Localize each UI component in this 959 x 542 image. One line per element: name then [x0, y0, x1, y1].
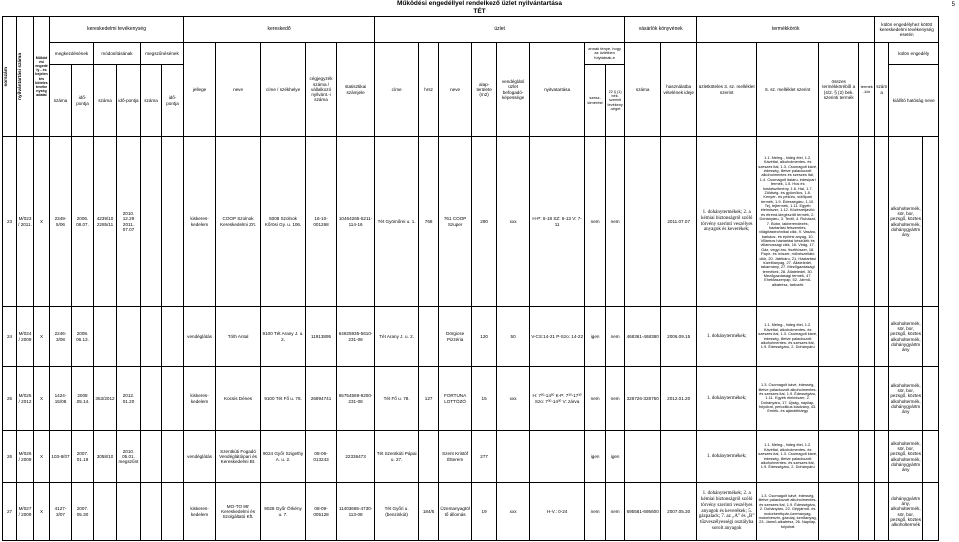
cell-megsz-ido — [162, 137, 184, 307]
cell-nyitva: V-CS:14-21 P-Szo: 14-22 — [530, 307, 585, 367]
cell-uzlet-neve: FORTUNA LOTTÓZÓ — [439, 367, 472, 431]
cell-megsz-szam — [141, 307, 162, 367]
cell-megk-ido: 2008 .05.14. — [72, 367, 94, 431]
cell-jellege: vendéglátás — [184, 307, 216, 367]
cell-nyilv: M/024/ 2009 — [17, 307, 34, 367]
cell-megk-ido: 2007. 01.19 — [72, 431, 94, 483]
cell-jellege: kiskeres-kedelem — [184, 483, 216, 541]
cell-ceg: 08-09-005128 — [306, 483, 337, 541]
cell-megsz-ido — [162, 307, 184, 367]
cell-megsz-ido — [162, 367, 184, 431]
cell-kulon-szama — [875, 431, 889, 483]
cell-szesz: nem — [585, 367, 606, 431]
cell-par22: igen — [606, 431, 625, 483]
head-osszes: összes termékköréből a (4/2. § (2) bek. szerinti termék — [819, 43, 859, 137]
head-megszunesenek: megszűnésének — [141, 43, 184, 65]
head-nyitvatartasa: nyitvatartása — [530, 43, 585, 137]
page-number: 5 — [951, 2, 955, 8]
cell-kulon: alkoholtermék, sör, bor, pezsgő, köztes alkoholtermék, dohánygyártmány — [889, 367, 923, 431]
cell-uzletkot: 1. dohánytermékek; 2. a kémiai biztonságról szóló törvény szerinti veszélyes anyagok és keverékek; 5. gázpalack; 7. az „A” és „B” tűzveszélyességi osztályba sorolt anyagok — [697, 483, 757, 541]
header-row-sub — [3, 43, 939, 65]
cell-megk-szam: 2246-3/08 — [50, 307, 72, 367]
cell-nyitva: H-V.: 0-24 — [530, 483, 585, 541]
cell-terulet: 120 — [472, 307, 497, 367]
page-header — [0, 0, 959, 16]
cell-befog — [497, 431, 530, 483]
cell-cime: 5008 Szolnok Kőrösi Gy. u. 106. — [261, 137, 306, 307]
cell-kiallito — [923, 431, 939, 483]
cell-mell6: 1.3. Csomagolt kávé, édesség, illetve palackozott alkoholmentes- és szeszes ital, 1.9. Édességáru, 1.11. Egyéb élelmiszer, 2. Dohányáru, 17. Újság, napilap, folyóirat, periodikus kiadvány, 43. Emlék- és ajándéktárgy — [757, 367, 819, 431]
group-consumer-book: vásárlók könyvének — [625, 17, 697, 43]
cell-uzlet-neve: Üzemanyagtöltő állomás — [439, 483, 472, 541]
head-statisztikai: statisztikai számjele — [337, 43, 375, 137]
cell-x: X — [34, 483, 50, 541]
head-mod-szama: száma — [94, 65, 117, 137]
cell-stat: 10464265-5211-114-16 — [337, 137, 375, 307]
head-kulon-engedely: külön engedély — [889, 43, 939, 65]
head-termekkor: termék-kör — [859, 43, 875, 137]
cell-megsz-ido — [162, 431, 184, 483]
cell-szesz: nem — [585, 137, 606, 307]
cell-megk-ido: 2008. 06.13. — [72, 307, 94, 367]
cell-uzletkot: 1. dohánytermékek; 2. a kémiai biztonságról szóló törvény szerinti veszélyes anyagok és keverékek; — [697, 137, 757, 307]
cell-nyitva: H-P: 6-18 SZ: 6-13 V: 7-11 — [530, 137, 585, 307]
cell-mod-ido — [117, 483, 141, 541]
cell-jellege: vendéglátás — [184, 431, 216, 483]
header-row-groups — [3, 17, 939, 43]
cell-kiallito — [923, 483, 939, 541]
col-mukodesi-engedely: Működési engedély - és bejelentés köteles tevékenység adatai — [34, 17, 50, 137]
cell-uzletkot: 1. dohánytermékek; — [697, 431, 757, 483]
cell-x: X — [34, 307, 50, 367]
cell-uzlet-neve: Szent Kristóf Étterem — [439, 431, 472, 483]
cell-par22: nem — [606, 307, 625, 367]
cell-x: X — [34, 431, 50, 483]
head-neve: neve — [216, 43, 261, 137]
cell-mod-szam — [94, 307, 117, 367]
cell-szesz: nem — [585, 483, 606, 541]
cell-uzlet-cim: Tét Fő u. 78. — [375, 367, 419, 431]
cell-tk — [859, 483, 875, 541]
cell-megsz-szam — [141, 137, 162, 307]
cell-stat: 64825935-5610-231-08 — [337, 307, 375, 367]
cell-megsz-szam — [141, 367, 162, 431]
cell-sorszam: 25 — [3, 367, 17, 431]
head-melleklet6: 6. sz. melléklet szerint — [757, 43, 819, 137]
cell-nyilv: M/027/ 2009 — [17, 483, 34, 541]
cell-uzlet-neve: Dörgicse Pizzéria — [439, 307, 472, 367]
document-title: Működési engedéllyel rendelkező üzlet nyilvántartása — [396, 0, 563, 7]
cell-megk-szam: 1424-15/08 — [50, 367, 72, 431]
cell-mod-szam: 3058/10 — [94, 431, 117, 483]
cell-mod-ido: 2010. 05.01. megszűnt — [117, 431, 141, 483]
cell-kulon: alkoholtermék, sör, bor, pezsgő, köztes alkoholtermék, dohánygyártmány — [889, 307, 923, 367]
cell-uzlet-cim: Tét Szentkúti Pápai u. 27. — [375, 431, 419, 483]
cell-uzlet-cim: Tét Gyömőrei u. 1. — [375, 137, 419, 307]
cell-szesz: igen — [585, 307, 606, 367]
head-megk-szama: száma — [50, 65, 72, 137]
cell-befog: xxx — [497, 137, 530, 307]
cell-par22: nem — [606, 483, 625, 541]
cell-kiallito — [923, 307, 939, 367]
cell-kulon-szama — [875, 137, 889, 307]
cell-nyilv: M/023/ 2011. — [17, 137, 34, 307]
cell-osszes — [819, 483, 859, 541]
cell-megk-ido: 2007. 05.30 — [72, 483, 94, 541]
cell-mell6: 1.1. Meleg-, hideg étel, 1.2. Kávéital, alkoholmentes- és szeszes ital, 1.3. Csomagolt kávé, édesség, illetve palackozott alkoholmentes- és szeszes ital, 1.9. Édességáru, 2. Dohányáru — [757, 307, 819, 367]
cell-neve: COOP Szolnok Kereskedelmi Zrt. — [216, 137, 261, 307]
cell-megk-szam: 2349-5/06 — [50, 137, 72, 307]
cell-stat: 11403665-4730-113-08 — [337, 483, 375, 541]
cell-hrsz — [419, 431, 439, 483]
cell-megsz-szam — [141, 483, 162, 541]
head-mod-idopontja: idő-pontja — [117, 65, 141, 137]
cell-hasznalat: 2006.09.15 — [661, 307, 697, 367]
head-hrsz: hrsz — [419, 43, 439, 137]
cell-befog: 50 — [497, 307, 530, 367]
cell-neve: Tóth Antal — [216, 307, 261, 367]
cell-cime: 9028 Győr Örkény u. 7. — [261, 483, 306, 541]
head-megsz-idopontja: idő-pontja — [162, 65, 184, 137]
head-hasznalatba: használatba vételének ideje — [661, 43, 697, 137]
cell-mod-szam — [94, 483, 117, 541]
head-cime: címe — [375, 43, 419, 137]
head-vendeglato: vendéglátó üzlet befogadó-képessége — [497, 43, 530, 137]
cell-megk-ido: 2006. 08.07. — [72, 137, 94, 307]
cell-cime: 9100 Tét Fő u. 78. — [261, 367, 306, 431]
cell-kulon-szama — [875, 483, 889, 541]
cell-x: X — [34, 137, 50, 307]
head-megk-idopontja: idő-pontja — [72, 65, 94, 137]
group-trader: kereskedő — [184, 17, 375, 43]
cell-konyv — [625, 137, 661, 307]
cell-osszes — [819, 307, 859, 367]
cell-sorszam: 27 — [3, 483, 17, 541]
cell-ceg: 16-10-001268 — [306, 137, 337, 307]
head-kulon-szama: száma — [875, 43, 889, 137]
cell-megk-szam: 103-8/07 — [50, 431, 72, 483]
cell-neve: Kocsis Dénes — [216, 367, 261, 431]
cell-mod-ido: 2012. 01.20 — [117, 367, 141, 431]
cell-sorszam: 23 — [3, 137, 17, 307]
cell-megk-szam: 4127-3/07 — [50, 483, 72, 541]
cell-tk — [859, 137, 875, 307]
cell-nyitva: H: 7³⁰-14³⁰ K-P: 7³⁰-17³⁰ Szo: 7³⁰-14³⁰ V: zárva — [530, 367, 585, 431]
cell-ceg: 08-06-013243 — [306, 431, 337, 483]
document-subtitle: TÉT — [473, 8, 486, 15]
col-nyilvantartasi: nyilvántartási száma — [17, 17, 34, 137]
cell-neve: MO-TO 95' Kereskedelmi és Szolgáltató Kft. — [216, 483, 261, 541]
cell-szesz: igen — [585, 431, 606, 483]
cell-kulon: alkoholtermék, sör, bor, pezsgő, köztes alkoholtermék, dohánygyártmány — [889, 431, 923, 483]
cell-terulet: 15 — [472, 367, 497, 431]
cell-ceg: 26894741 — [306, 367, 337, 431]
head-jellege: jellege — [184, 43, 216, 137]
cell-jellege: kiskeres-kedelem — [184, 137, 216, 307]
head-cime-szekhelye: címe / székhelye — [261, 43, 306, 137]
cell-hasznalat: 2011.07.07 — [661, 137, 697, 307]
group-activity: kereskedelmi tevékenység — [50, 17, 184, 43]
cell-konyv — [625, 431, 661, 483]
head-alapterulete: alap-területe (m2) — [472, 43, 497, 137]
cell-mod-szam: 4239/10 2285/11 — [94, 137, 117, 307]
cell-befog: xxx — [497, 367, 530, 431]
cell-hasznalat — [661, 431, 697, 483]
cell-tk — [859, 307, 875, 367]
cell-uzletkot: 1. dohánytermékek; — [697, 307, 757, 367]
cell-jellege: kiskeres-kedelem — [184, 367, 216, 431]
cell-uzletkot: 1. dohánytermékek; — [697, 367, 757, 431]
head-uzletkoteles: üzletköteles 3. sz. melléklet szerint — [697, 43, 757, 137]
head-cegjegyzek: cégjegyzék száma / vállalkozó nyilvánt.-i száma — [306, 43, 337, 137]
head-kiallito: kiállító hatóság neve — [889, 65, 939, 137]
cell-kulon-szama — [875, 367, 889, 431]
table-row — [3, 483, 939, 541]
cell-kulon-szama — [875, 307, 889, 367]
cell-par22: nem — [606, 137, 625, 307]
cell-hasznalat: 2012.01.20 — [661, 367, 697, 431]
table-row — [3, 137, 939, 307]
cell-mell6: 1.1. Meleg-, hideg étel, 1.2. Kávéital, alkoholmentes- és szeszes ital, 1.3. Csomagolt kávé, édesség, illetve palackozott alkoholmentes- és szeszes ital, 1.9. Édességáru, 2. Dohányáru — [757, 431, 819, 483]
head-konyv-szama: száma — [625, 43, 661, 137]
table-row — [3, 431, 939, 483]
cell-kiallito — [923, 367, 939, 431]
cell-befog: xxx — [497, 483, 530, 541]
cell-konyv: 328726-328750 — [625, 367, 661, 431]
cell-nyitva — [530, 431, 585, 483]
cell-tk — [859, 367, 875, 431]
head-megkezdesenek: megkezdésének — [50, 43, 94, 65]
cell-uzlet-cim: Tét Győri u. (benzinkút) — [375, 483, 419, 541]
cell-mell6: 1.3. Csomagolt kávé, édesség, illetve palackozott alkoholmentes- és szeszes ital, 1.9. Édességáru, 2. Dohányáru, 22. Gépjármű- és motorkerékpár-üzemanyag, motorbenzin, gázolaj, kenőanyag, 23. Jármű-alkatrész, 26. Napilap, folyóirat — [757, 483, 819, 541]
cell-cime: 9024 Győr Szigethy A. u. 2. — [261, 431, 306, 483]
cell-osszes — [819, 137, 859, 307]
cell-par22: nem — [606, 367, 625, 431]
group-special-permit: külön engedélyhez kötött kereskedelmi tevékenység esetén — [875, 17, 939, 43]
cell-cime: 9100 Tét Arany J. u. 2. — [261, 307, 306, 367]
group-product-groups: termékkörök — [697, 17, 875, 43]
cell-kiallito — [923, 137, 939, 307]
cell-kulon: alkoholtermék, sör, bor, pezsgő, köztes alkoholtermék, dohánygyártmány — [889, 137, 923, 307]
head-annak-tenye: annak ténye, hogy az üzletben folytatnak-e — [585, 43, 625, 65]
head-szeszkimerest: szesz-kimérést — [585, 65, 606, 137]
cell-sorszam: 26 — [3, 431, 17, 483]
cell-hrsz — [419, 307, 439, 367]
cell-nyilv: M/026/ 2009 — [17, 431, 34, 483]
cell-hrsz: 127 — [419, 367, 439, 431]
cell-osszes — [819, 367, 859, 431]
cell-konyv: 695581-695600 — [625, 483, 661, 541]
cell-mod-ido: 2010. 12.29 2011. 07.07 — [117, 137, 141, 307]
table-row — [3, 307, 939, 367]
cell-hasznalat: 2007.05.30 — [661, 483, 697, 541]
cell-megsz-szam — [141, 431, 162, 483]
head-uzlet-neve: neve — [439, 43, 472, 137]
cell-terulet: 277 — [472, 431, 497, 483]
cell-megsz-ido — [162, 483, 184, 541]
cell-x: X — [34, 367, 50, 431]
cell-uzlet-cim: Tét Arany J. u. 2. — [375, 307, 419, 367]
cell-nyilv: M/025/ 2012 — [17, 367, 34, 431]
cell-uzlet-neve: 761 COOP Szuper — [439, 137, 472, 307]
cell-mell6: 1.1. Meleg-, hideg étel, 1.2. Kávéital, alkoholmentes- és szeszes ital, 1.3. Csomagolt kávé, édesség, illetve palackozott alkoholmentes és szeszes ital, 1.4. Csomagolt italáru, édesipari termék, 1.5. Hús és húskészítmény, 1.6. Hal, 1.7. Zöldség- és gyümölcs, 1.8. Kenyér- és péküru, sütőipari termék, 1.9. Édességáru, 1.10. Tej, tejtermék, 1.11. Egyéb élelmiszer, 1.12. Közérzetjavító és étrend-kiegészítő termék, 2. Dohányáru, 3. Textil, 4. Ruházat, 7. Bútor, lakberendezés, háztartási felszerelés, világítástechnikai cikk, 9. Vasáru, barkács- és építési anyag, 10. Villamos háztartási készülék és villamossági cikk, 16. Virág, 17. Gáz, vegyi áru, tisztítószer, 18. Papír- és írószer, művészellátó cikk, 20. Játékáru, 21. Háztartási tüzelőanyag, 27. Állateledel, takarmány, 27. Mezőgazdasági termékek, 28. Állateledel, 30. Mezőgazdasági termék, 47. Ehetőaszerpap, 52. Jármű-alkatrész, tartozék — [757, 137, 819, 307]
table-row — [3, 367, 939, 431]
cell-mod-szam: 353/2012 — [94, 367, 117, 431]
cell-terulet: 280 — [472, 137, 497, 307]
cell-osszes — [819, 431, 859, 483]
cell-konyv: 468361-468380 — [625, 307, 661, 367]
group-shop: üzlet — [375, 17, 625, 43]
head-megsz-szama: száma — [141, 65, 162, 137]
cell-terulet: 19 — [472, 483, 497, 541]
head-modositasanak: módosításának — [94, 43, 141, 65]
cell-neve: Szentkúti Fogadó Vendéglátóipari és Kereskedelmi Bt. — [216, 431, 261, 483]
cell-hrsz: 768 — [419, 137, 439, 307]
col-sorszam: sorszám — [3, 17, 17, 137]
cell-kulon: dohánygyártmány, alkoholtermék, sör, bor, pezsgő, köztes alkoholtermék — [889, 483, 923, 541]
cell-mod-ido — [117, 307, 141, 367]
cell-hrsz: 184/5 — [419, 483, 439, 541]
cell-sorszam: 24 — [3, 307, 17, 367]
head-par22: 22 § (1) bek. szerinti tevékeny-séget — [606, 65, 625, 137]
cell-stat: 65754559-9200-231-08 — [337, 367, 375, 431]
register-table — [2, 16, 939, 541]
cell-stat: 22336473 — [337, 431, 375, 483]
cell-tk — [859, 431, 875, 483]
cell-ceg: 11913895 — [306, 307, 337, 367]
